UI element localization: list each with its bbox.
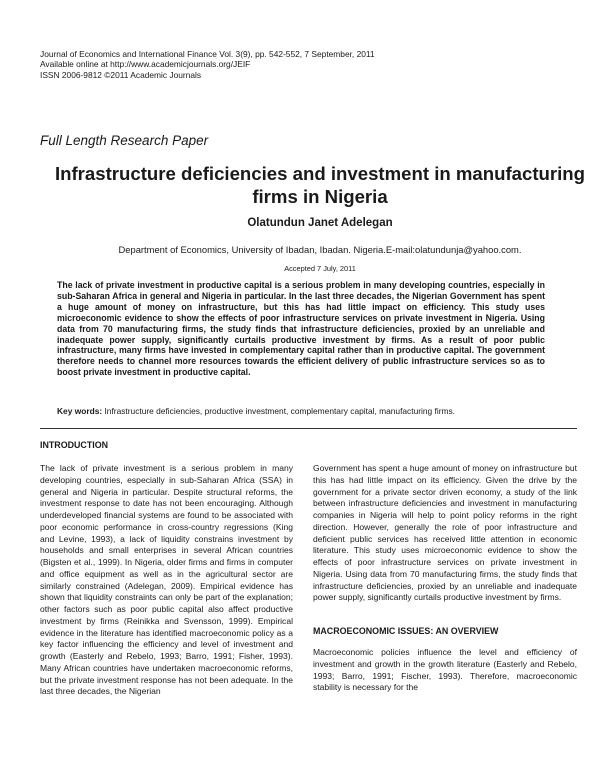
introduction-left-column: The lack of private investment is a serious problem in many developing countries, especially in sub-Saharan Africa (SSA) in general and Nigeria in particular. Despite structural reforms, the investment response to date has not been encouraging. Although underdeveloped financial systems are found to be associated with poor economic performance in cross-country regressions (King and Levine, 1993), a lack of liquidity constrains investment by households and small enterprises in several African countries (Bigsten et al., 1999). In Nigeria, older firms and firms in computer and office equipment as well as in the agricultural sector are similarly constrained (Adelegan, 2009). Empirical evidence has shown that liquidity constraints can only be part of the explanation; other factors such as poor public capital also affect productive investment by firms (Reinikka and Svensson, 1999). Empirical evidence in the literature has identified macroeconomic policy as a key factor influencing the efficiency and level of investment and growth (Easterly and Rebelo, 1993; Barro, 1991; Fisher, 1993). Many African countries have undertaken macroeconomic reforms, but the private investment response has not been adequate. In the last three decades, the Nigerian [40,463,293,697]
keywords-text: Infrastructure deficiencies, productive investment, complementary capital, manufacturing firms. [104,406,455,416]
journal-citation: Journal of Economics and International Finance Vol. 3(9), pp. 542-552, 7 September, 2011 [40,49,375,59]
journal-url: Available online at http://www.academicjournals.org/JEIF [40,59,251,70]
introduction-right-column: Government has spent a huge amount of money on infrastructure but this has had little impact on its efficiency. Given the drive by the government for a private sector driven economy, a study of the link between infrastructure deficiencies and investment in manufacturing companies in Nigeria will help to point policy reforms in the right direction. However, generally the role of poor infrastructure and deficient public services has received little attention in economic literature. This study uses microeconomic evidence to show the effects of poor infrastructure services on private investment in Nigeria. Using data from 70 manufacturing firms, the study finds that infrastructure deficiencies, proxied by an unreliable and inadequate power supply, significantly curtails productive investment by firms. [313,463,577,603]
accepted-date: Accepted 7 July, 2011 [284,264,356,273]
keywords [57,406,577,416]
macro-heading: MACROECONOMIC ISSUES: AN OVERVIEW [313,626,499,636]
paper-type: Full Length Research Paper [40,133,209,148]
macro-text: Macroeconomic policies influence the level and efficiency of investment and growth in the growth literature (Easterly and Rebelo, 1993; Barro, 1991; Fischer, 1993). Therefore, macroeconomic stability is necessary for the [313,647,577,693]
section-divider [40,428,577,429]
journal-header [40,49,375,80]
abstract: The lack of private investment in productive capital is a serious problem in many developing countries, especially in sub-Saharan Africa in general and Nigeria in particular. In the last three decades, the Nigerian Government has spent a huge amount of money on infrastructure, but this has had little impact on efficiency. This study uses microeconomic evidence to show the effects of poor infrastructure services on private investment in Nigeria. Using data from 70 manufacturing firms, the study finds that infrastructure deficiencies, proxied by an unreliable and inadequate power supply, significantly curtails productive investment by firms. As a result of poor public infrastructure, many firms have invested in complementary capital rather than in productive capital. The government therefore needs to channel more resources towards the efficient delivery of public infrastructure services so as to boost private investment in productive capital. [57,280,545,378]
author-affiliation: Department of Economics, University of Ibadan, Ibadan. Nigeria.E-mail:olatundunja@yahoo.com. [118,244,522,255]
paper-title: Infrastructure deficiencies and investment in manufacturing firms in Nigeria [54,163,586,207]
author-name: Olatundun Janet Adelegan [247,217,393,229]
keywords-label: Key words: [57,406,103,416]
introduction-heading: INTRODUCTION [40,440,109,450]
journal-issn: ISSN 2006-9812 ©2011 Academic Journals [40,69,202,80]
